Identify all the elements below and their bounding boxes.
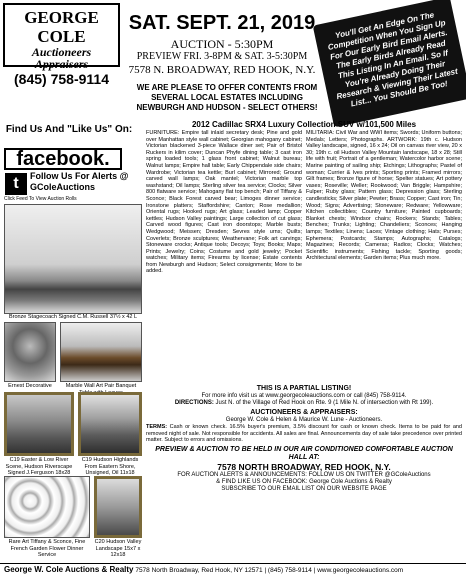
auction-time: AUCTION - 5:30PM	[170, 37, 274, 51]
find-us-label: Find Us And "Like Us" On:	[5, 124, 133, 135]
auction-headline	[126, 12, 318, 77]
subscribe-text[interactable]: SUBSCRIBE TO OUR EMAIL LIST ON OUR WEBSITE PAGE	[221, 485, 387, 492]
photo-caption: Rare Art Tiffany & Sconce, Fine French Garden Flower Dinner Service	[8, 539, 86, 558]
auction-info-block	[146, 385, 462, 493]
partial-listing-note: THIS IS A PARTIAL LISTING!	[256, 385, 352, 392]
photo-caption: Ernest Decorative	[8, 383, 52, 389]
photo-caption: Marble Wall Art Pair Banquet	[65, 383, 137, 389]
listing-right-column: MILITARIA: Civil War and WWI items; Swords; Uniform buttons; Medals; Letters; Photographs. ARTWORK: 19th c. Hudson Valley landscape, signed, 16 x 24; Oil on canvas river view, 20 x 30; 19th c. oil Hudson Valley Mountain landscape, 18 x 28; Still life with fruit; Portrait of a gentleman; Watercolor harbor scene; Marine painting of sailing ship; Etchings; Lithographs; Pastel of woman; Currier & Ives prints; Sporting prints; Framed mirrors; Gilt frames; Bronze figure of horse; Spelter statues; Art pottery vases; Roseville; Weller; Rookwood; Van Briggle; Hampshire; Fulper; Ruby glass; Pattern glass; Depression glass; Sterling candlesticks; Silver plate; Pewter; Brass; Copper; Cast iron; Tin; Wood; Signs; Advertising; Stoneware; Redware; Yellowware; Kitchen collectibles; Country furniture; Painted cupboards; Blanket chests; Windsor chairs; Rockers; Stands; Tables; Benches; Trunks; Lighting; Chandeliers; Sconces; Hanging lamps; Textiles; Linens; Laces; Vintage clothing; Hats; Purses; Ephemera; Postcards; Stamps; Autographs; Catalogs; Magazines; Records; Cameras; Radios; Clocks; Watches; Scientific instruments; Fishing tackle; Sporting goods; Architectural elements; Garden items; Plus much more.	[306, 130, 462, 262]
auctioneers-title: AUCTIONEERS & APPRAISERS:	[250, 409, 358, 416]
facebook-text: & FIND LIKE US ON FACEBOOK: George Cole Auctions & Realty	[216, 478, 392, 485]
facebook-logo[interactable]: facebook.	[4, 148, 122, 170]
listing-left-column: FURNITURE: Empire tall inlaid secretary desk; Pine and gold over Manhattan style wall cabinet; Georgian mahogany cabinet; Victorian blackened 3-piece Wallace diner set; Pair of Bristol Ruckers in kilim cover; Duncan Phyfe dining table; 3 cast iron spring loaded tools; 1 glass front cabinet; Walnut bureau; Walnut lamps; Empire hall table; Early Chippendale side chairs; Wardrobe; Victorian tea kettle; Burl cabinet; Mirrored; Ground carved wall lamps; Oak mantel; Victorian marble top washstand; Oil lamps; Sterling silver tea service; Clocks; Silver 800 flatware service; Mahogany flat top bench; Pair of Tiffany & Sconce; Black Forest carved bear; Limoges dinner service; Ironstone platters; Staffordshire; Canton; Rose medallion; Oriental rugs; Hooked rugs; Art glass; Leaded lamp; Copper kettles; Hudson Valley paintings; Large collection of cut glass; Carved wood figures; Cast iron doorstops; Marble busts; Wedgwood; Meissen; Dresden; Sevres style urns; Quilts; Coverlets; Bronze sculptures; Weathervane; Folk art carvings; Stoneware crocks; Antique tools; Decoys; Toys; Books; Maps; Prints; Jewelry; Coins; Costume and gold jewelry; Pocket watches; Military items; Firearms by license; Estate contents from Newburgh and Hudson; Select consignments; More to be added.	[146, 130, 302, 275]
footer-company-name: George W. Cole Auctions & Realty	[4, 565, 134, 574]
directions-label: DIRECTIONS:	[174, 400, 214, 406]
auctioneers-names: George W. Cole & Helen & Maurice W. Lune - Auctioneers.	[225, 417, 383, 423]
stamp-text: You'll Get An Edge On The Competition When You Sign Up For Our Early Bird Email Alerts. The Early Birds Already Read This Listing In An Email. So If You're Already Doing Their Research & Viewing Their Latest List... You Should Be Too!	[327, 10, 459, 109]
logo-auctioneers: Auctioneers	[31, 45, 92, 59]
directions	[146, 400, 462, 407]
photo-decorative	[4, 322, 56, 382]
photo-bronze-stagecoach	[4, 204, 142, 314]
directions-text: Just N. of the Village of Red Hook on Rte. 9 (1 Mile N. of intersection with Rt 199).	[215, 400, 434, 406]
preview-hours: PREVIEW FRI. 3-8PM & SAT. 3-5:30PM	[136, 51, 308, 62]
footer-details: 7578 North Broadway, Red Hook, NY 12571 | (845) 758-9114 | www.georgecoleauctions.com	[135, 567, 404, 574]
footer-bar	[0, 563, 466, 576]
more-info-text: For more info visit us at www.georgecoleauctions.com or call (845) 758-9114.	[201, 393, 407, 399]
photo-banquet-table	[60, 322, 142, 382]
terms-text: Cash or known check. 16.5% buyer's premium, 3.5% discount for cash or known check. Items to be paid for and removed night of sale. Not responsible for accidents. All sales are final. Announcements day of sale take precedence over printed matter. Subject to errors and omissions.	[146, 424, 462, 443]
photo-hudson-highlands	[78, 392, 142, 456]
listing-title: 2012 Cadillac SRX4 Luxury Collection SUV w/101,500 Miles	[191, 120, 417, 129]
photo-caption: C20 Hudson Valley Landscape 15x7 x 12x18	[94, 539, 142, 558]
photo-dinner-service	[4, 476, 90, 538]
photo-river-scene	[4, 392, 74, 456]
alerts-text: FOR AUCTION ALERTS & ANNOUNCEMENTS: FOLLOW US ON TWITTER @GColeAuctions	[177, 471, 431, 478]
preview-hall-line: PREVIEW & AUCTION TO BE HELD IN OUR AIR CONDITIONED COMFORTABLE AUCTION HALL AT:	[155, 445, 453, 461]
logo-phone: (845) 758-9114	[14, 71, 109, 87]
photo-caption: C19 Hudson Highlands From Eastern Shore, Unsigned, Oil 11x18	[81, 457, 139, 476]
company-logo	[3, 3, 120, 87]
hall-address: 7578 NORTH BROADWAY, RED HOOK, N.Y.	[217, 461, 391, 472]
photo-caption: C19 Easter & Low River Scene, Hudson Riverscape Signed J.Ferguson 18x28	[5, 457, 73, 476]
early-bird-stamp	[322, 10, 462, 114]
twitter-icon[interactable]: t	[5, 173, 27, 195]
logo-name: GEORGE COLE	[24, 8, 99, 46]
photo-caption: Bronze Stagecoach Signed C.M. Russell 37½ x 42 L	[8, 314, 138, 320]
auction-date: SAT. SEPT. 21, 2019	[128, 12, 316, 34]
terms	[146, 424, 462, 444]
follow-text: Follow Us For Alerts @ GColeAuctions	[30, 171, 129, 192]
logo-appraisers: Appraisers	[34, 57, 89, 71]
terms-label: TERMS:	[146, 424, 168, 430]
intro-text: WE ARE PLEASE TO OFFER CONTENTS FROM SEVERAL LOCAL ESTATES INCLUDING NEWBURGH AND HUDSON - SELECT OTHERS!	[136, 83, 318, 112]
click-feed-text: Click Feed To View Auction Rolls	[4, 196, 77, 202]
auction-address: 7578 N. BROADWAY, RED HOOK, N.Y.	[128, 64, 316, 76]
photo-valley-landscape	[94, 476, 142, 538]
